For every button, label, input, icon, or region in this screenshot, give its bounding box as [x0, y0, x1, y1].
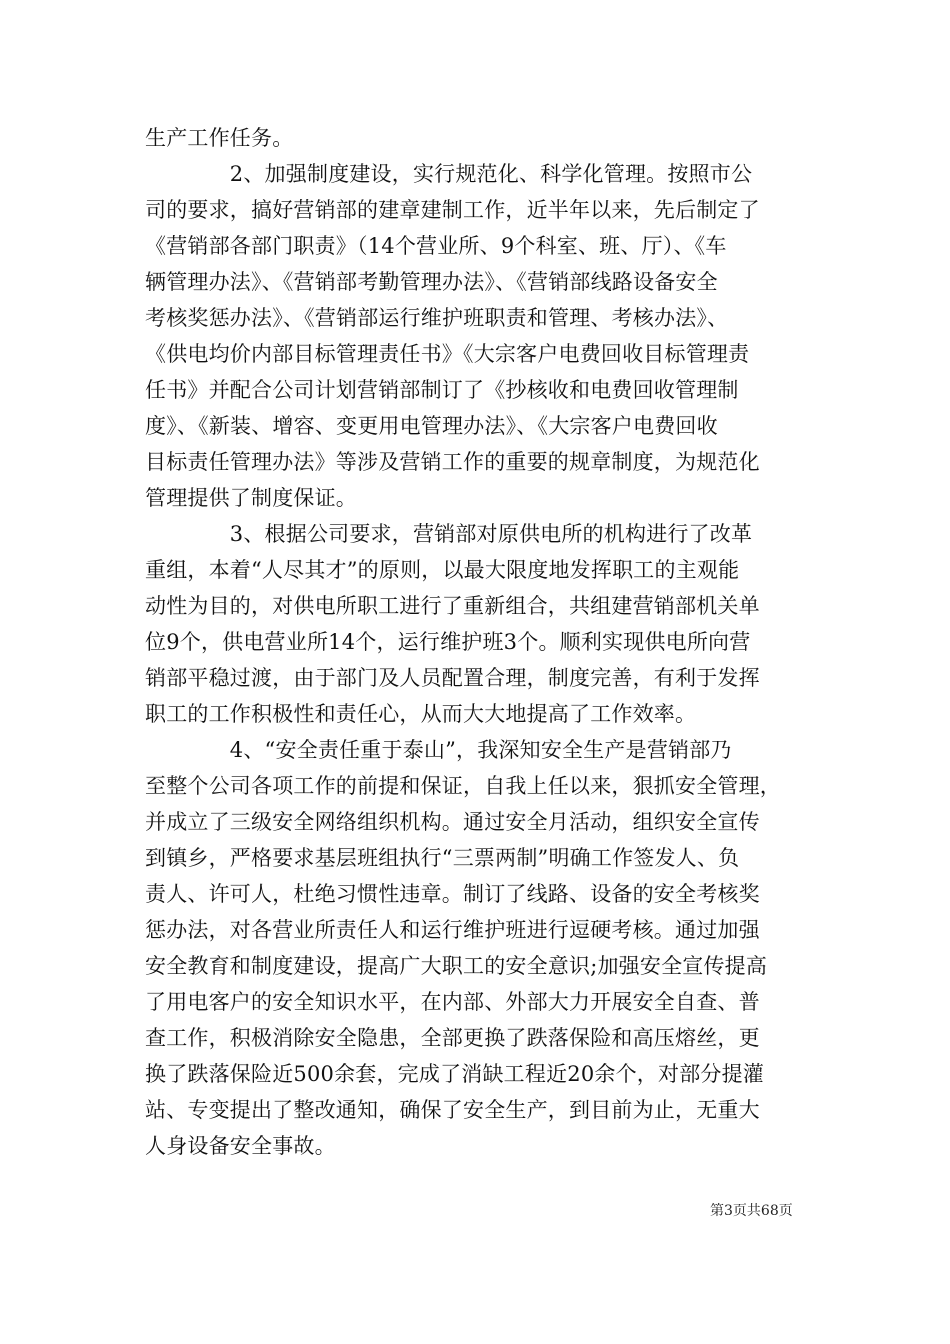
page-number: 第3页共68页: [710, 1203, 793, 1219]
text-line: 惩办法，对各营业所责任人和运行维护班进行逗硬考核。通过加强: [145, 918, 760, 942]
text-line: 重组，本着“人尽其才”的原则，以最大限度地发挥职工的主观能: [145, 558, 740, 582]
text-line: 《营销部各部门职责》（14个营业所、9个科室、班、厅）、《车: [145, 234, 727, 258]
text-line: 度》、《新装、增容、变更用电管理办法》、《大宗客户电费回收: [145, 414, 718, 438]
text-line: 任书》并配合公司计划营销部制订了《抄核收和电费回收管理制: [145, 378, 739, 402]
text-line: 位9个，供电营业所14个，运行维护班3个。顺利实现供电所向营: [145, 630, 751, 654]
text-line: 考核奖惩办法》、《营销部运行维护班职责和管理、考核办法》、: [145, 306, 729, 330]
text-line: 《供电均价内部目标管理责任书》《大宗客户电费回收目标管理责: [145, 342, 750, 366]
text-line: 并成立了三级安全网络组织机构。通过安全月活动，组织安全宣传: [145, 810, 760, 834]
text-line: 到镇乡，严格要求基层班组执行“三票两制”明确工作签发人、负: [145, 846, 740, 870]
text-line: 了用电客户的安全知识水平，在内部、外部大力开展安全自查、普: [145, 990, 760, 1014]
text-line: 4、“安全责任重于泰山”，我深知安全生产是营销部乃: [145, 738, 732, 762]
text-line: 查工作，积极消除安全隐患，全部更换了跌落保险和高压熔丝，更: [145, 1026, 760, 1050]
text-line: 至整个公司各项工作的前提和保证，自我上任以来，狠抓安全管理，: [145, 774, 781, 798]
text-line: 责人、许可人，杜绝习惯性违章。制订了线路、设备的安全考核奖: [145, 882, 760, 906]
text-line: 人身设备安全事故。: [145, 1134, 336, 1158]
text-line: 生产工作任务。: [145, 126, 294, 150]
text-line: 3、根据公司要求，营销部对原供电所的机构进行了改革: [145, 522, 753, 546]
text-line: 目标责任管理办法》等涉及营销工作的重要的规章制度，为规范化: [145, 450, 760, 474]
text-line: 2、加强制度建设，实行规范化、科学化管理。按照市公: [145, 162, 753, 186]
text-line: 管理提供了制度保证。: [145, 486, 357, 510]
text-line: 站、专变提出了整改通知，确保了安全生产，到目前为止，无重大: [145, 1098, 760, 1122]
text-line: 动性为目的，对供电所职工进行了重新组合，共组建营销部机关单: [145, 594, 760, 618]
text-line: 辆管理办法》、《营销部考勤管理办法》、《营销部线路设备安全: [145, 270, 718, 294]
text-line: 销部平稳过渡，由于部门及人员配置合理，制度完善，有利于发挥: [145, 666, 760, 690]
text-line: 安全教育和制度建设，提高广大职工的安全意识;加强安全宣传提高: [145, 954, 768, 978]
text-line: 职工的工作积极性和责任心，从而大大地提高了工作效率。: [145, 702, 697, 726]
text-line: 换了跌落保险近500余套，完成了消缺工程近20余个，对部分提灌: [145, 1062, 765, 1086]
text-line: 司的要求，搞好营销部的建章建制工作，近半年以来，先后制定了: [145, 198, 760, 222]
